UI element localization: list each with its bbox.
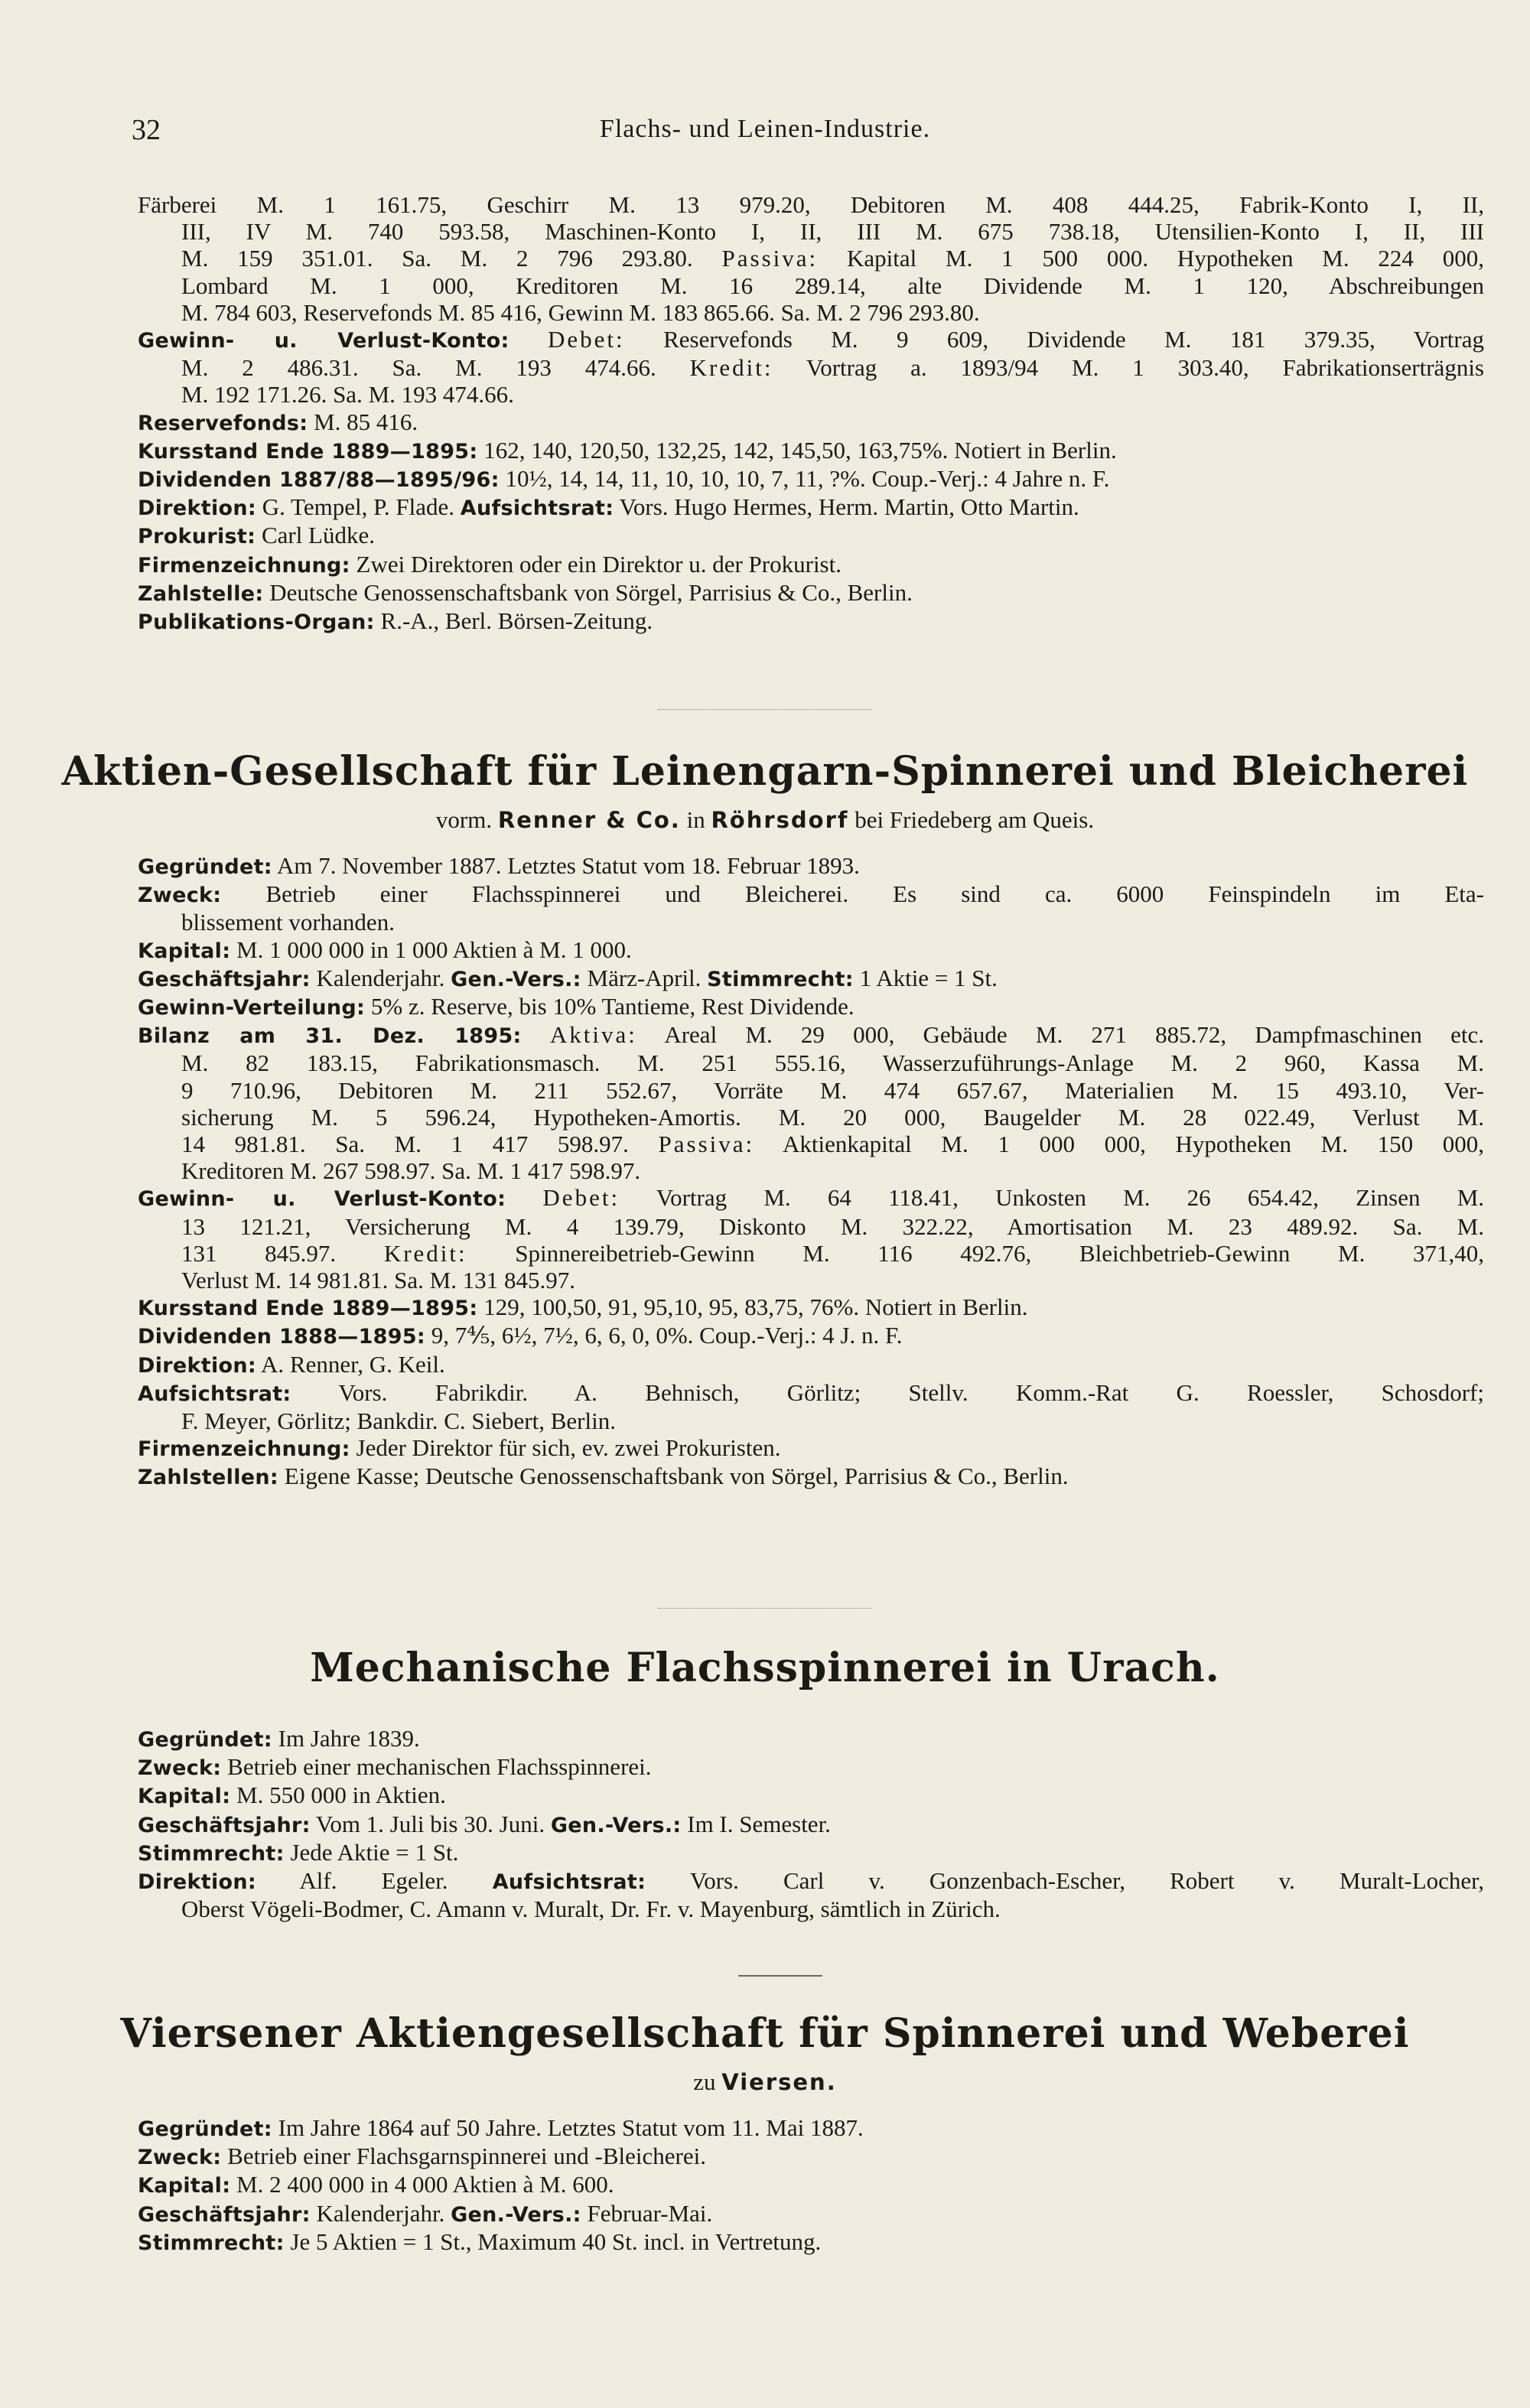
text-line [138,993,1484,1021]
text-run: Aktiva: [549,1021,637,1049]
text-line [138,1434,1484,1463]
text-run: Carl Lüdke. [256,522,376,549]
text-line [138,245,1484,272]
text-run: bei Friedeberg am Queis. [848,806,1095,833]
text-line [138,1184,1484,1212]
field-label: Kapital: [138,939,231,963]
text-run: Im I. Semester. [681,1810,831,1837]
field-label: Publikations-Organ: [138,610,375,635]
text-run: 14 981.81. Sa. M. 1 417 598.97. [181,1131,659,1158]
text-run: G. Tempel, P. Flade. [256,493,461,521]
company-title-viersen: Viersener Aktiengesellschaft für Spinnerei und Weberei [120,2010,1410,2057]
text-line [138,493,1484,522]
text-run: Kreditoren M. 267 598.97. Sa. M. 1 417 598.97. [181,1157,641,1185]
text-line [138,880,1484,909]
text-run: Vortrag a. 1893/94 M. 1 303.40, Fabrikationserträgnis [773,354,1484,382]
text-line [138,551,1484,579]
text-line [138,1379,1484,1407]
text-line [138,852,1484,880]
text-run: 1 Aktie = 1 St. [853,964,998,991]
text-run [506,1184,542,1211]
text-run: Je 5 Aktien = 1 St., Maximum 40 St. incl. in Vertretung. [284,2227,822,2255]
text-run: Debet: [542,1184,620,1212]
text-run: 9, 7⅘, 6½, 7½, 6, 6, 0, 0%. Coup.-Verj.: 4 J. n. F. [425,1322,903,1349]
text-run: Vortrag M. 64 118.41, Unkosten M. 26 654.42, Zinsen M. [620,1184,1485,1212]
field-label: Gewinn- u. Verlust-Konto: [138,1187,506,1212]
text-line [138,1021,1484,1049]
text-run: Areal M. 29 000, Gebäude M. 271 885.72, Dampfmaschinen etc. [636,1021,1485,1049]
field-label: Gen.-Vers.: [451,967,581,991]
field-label: Stimmrecht: [138,2231,285,2255]
text-line [138,1782,1484,1810]
text-run: Jeder Direktor für sich, ev. zwei Prokuristen. [350,1434,781,1462]
text-run: sicherung M. 5 596.24, Hypotheken-Amortis. M. 20 000, Baugelder M. 28 022.49, Verlust M. [181,1103,1484,1131]
text-run: Eigene Kasse; Deutsche Genossenschaftsbank von Sörgel, Parrisius & Co., Berlin. [278,1463,1069,1490]
section-divider [658,709,872,710]
text-run: Betrieb einer Flachsgarnspinnerei und -Bleicherei. [221,2143,706,2170]
running-title: Flachs- und Leinen-Industrie. [599,115,931,143]
field-label: Zahlstellen: [138,1466,279,1490]
text-run: Färberei M. 1 161.75, Geschirr M. 13 979.20, Debitoren M. 408 444.25, Fabrik-Konto I, II, [138,191,1484,218]
field-label: Gegründet: [138,2117,272,2141]
text-line [138,354,1484,381]
text-line [138,1895,1484,1922]
field-label: Prokurist: [138,525,256,549]
text-line [138,965,1484,993]
text-run: Aktienkapital M. 1 000 000, Hypotheken M. 150 000, [754,1131,1484,1158]
text-line [138,1867,1484,1895]
field-label: Direktion: [138,496,256,521]
text-run: R.-A., Berl. Börsen-Zeitung. [374,607,653,635]
text-run: Vors. Fabrikdir. A. Behnisch, Görlitz; Stellv. Komm.-Rat G. Roessler, Schosdorf; [291,1378,1484,1406]
field-label: Aufsichtsrat: [492,1870,646,1895]
field-label: Aufsichtsrat: [460,496,614,521]
text-run: Kalenderjahr. [310,964,451,991]
text-run: 162, 140, 120,50, 132,25, 142, 145,50, 163,75%. Notiert in Berlin. [477,436,1117,464]
text-line [138,1240,1484,1267]
text-run: Deutsche Genossenschaftsbank von Sörgel, Parrisius & Co., Berlin. [263,578,913,606]
text-run: M. 1 000 000 in 1 000 Aktien à M. 1 000. [230,936,632,963]
field-label: Gen.-Vers.: [451,2202,581,2227]
text-run: Jede Aktie = 1 St. [284,1838,459,1866]
field-label: Gegründet: [138,855,272,879]
section-divider [658,1608,872,1609]
section-1-body [138,852,1484,1492]
section-0-body [138,191,1484,636]
text-run: 13 121.21, Versicherung M. 4 139.79, Diskonto M. 322.22, Amortisation M. 23 489.92. Sa. M. [181,1212,1484,1240]
text-run: M. 2 486.31. Sa. M. 193 474.66. [181,354,690,382]
field-label: Kapital: [138,1785,231,1809]
text-line [138,408,1484,437]
text-line [138,1049,1484,1076]
company-title-leinengarn: Aktien-Gesellschaft für Leinengarn-Spinnerei und Bleicherei [61,748,1469,795]
field-label: Kapital: [138,2174,231,2198]
text-run: Kalenderjahr. [310,2199,451,2227]
text-line [138,1839,1484,1867]
text-run: F. Meyer, Görlitz; Bankdir. C. Siebert, Berlin. [181,1407,616,1435]
field-label: Direktion: [138,1353,256,1378]
field-label: Dividenden 1887/88—1895/96: [138,468,500,493]
text-line [138,272,1484,299]
emphasized-name: Viersen. [721,2069,837,2095]
field-label: Geschäftsjahr: [138,1813,311,1837]
text-run: Oberst Vögeli-Bodmer, C. Amann v. Muralt, Dr. Fr. v. Mayenburg, sämtlich in Zürich. [181,1895,1001,1923]
text-run [522,1021,550,1048]
text-line [138,522,1484,550]
text-line [138,1213,1484,1240]
text-line [138,2114,1484,2143]
text-line [138,1267,1484,1293]
field-label: Direktion: [138,1870,256,1895]
emphasized-name: Renner & Co. [497,807,681,833]
text-line [138,218,1484,245]
text-run: M. 85 416. [308,408,418,435]
text-run: Kredit: [689,354,773,382]
field-label: Bilanz am 31. Dez. 1895: [138,1024,522,1049]
page-number: 32 [132,114,161,146]
text-run: Vors. Hugo Hermes, Herm. Martin, Otto Martin. [614,493,1079,521]
field-label: Gen.-Vers.: [550,1813,682,1837]
text-run [509,326,548,353]
field-label: Zweck: [138,883,222,908]
field-label: Kursstand Ende 1889—1895: [138,1297,478,1321]
text-line [138,579,1484,607]
text-run: Debet: [548,326,625,353]
text-line [138,2228,1484,2257]
section-3-body [138,2114,1484,2257]
section-2-body [138,1725,1484,1922]
field-label: Stimmrecht: [707,967,854,991]
text-line [138,1104,1484,1131]
field-label: Aufsichtsrat: [138,1381,291,1406]
text-line [138,2200,1484,2228]
field-label: Geschäftsjahr: [138,2202,311,2227]
text-run: M. 2 400 000 in 4 000 Aktien à M. 600. [230,2171,614,2198]
text-run: Kapital M. 1 500 000. Hypotheken M. 224 000, [818,245,1484,272]
text-run: Passiva: [658,1131,755,1158]
text-line [138,936,1484,965]
text-line [138,1322,1484,1350]
field-label: Zweck: [138,1756,222,1781]
text-run: III, IV M. 740 593.58, Maschinen-Konto I, II, III M. 675 738.18, Utensilien-Konto I, II, III [181,218,1484,246]
text-run: Passiva: [721,245,819,272]
company-subtitle-leinengarn [0,806,1530,834]
section-divider [738,1975,822,1977]
field-label: Firmenzeichnung: [138,1437,350,1462]
text-run: 9 710.96, Debitoren M. 211 552.67, Vorräte M. 474 657.67, Materialien M. 15 493.10, Ver- [181,1076,1484,1104]
text-run: Verlust M. 14 981.81. Sa. M. 131 845.97. [181,1267,575,1294]
field-label: Dividenden 1888—1895: [138,1325,426,1349]
text-run: 129, 100,50, 91, 95,10, 95, 83,75, 76%. Notiert in Berlin. [477,1293,1028,1321]
text-run: Im Jahre 1864 auf 50 Jahre. Letztes Statut vom 11. Mai 1887. [272,2114,864,2141]
company-subtitle-viersen [0,2068,1530,2096]
text-run: Februar-Mai. [581,2199,713,2227]
field-label: Stimmrecht: [138,1841,285,1866]
text-run: 10½, 14, 14, 11, 10, 10, 10, 7, 11, ?%. Coup.-Verj.: 4 Jahre n. F. [499,465,1110,493]
field-label: Gewinn-Verteilung: [138,996,366,1020]
text-line [138,191,1484,218]
field-label: Geschäftsjahr: [138,967,311,991]
text-line [138,1811,1484,1839]
text-line [138,1753,1484,1782]
text-line [138,1293,1484,1322]
text-line [138,1157,1484,1184]
text-line [138,1351,1484,1379]
text-run: Spinnereibetrieb-Gewinn M. 116 492.76, Bleichbetrieb-Gewinn M. 371,40, [467,1239,1484,1267]
text-run: Reservefonds M. 9 609, Dividende M. 181 379.35, Vortrag [624,326,1484,353]
text-run: M. 192 171.26. Sa. M. 193 474.66. [181,381,514,408]
text-run: blissement vorhanden. [181,909,395,936]
text-run: in [680,806,711,833]
text-run: Am 7. November 1887. Letztes Statut vom 18. Februar 1893. [272,852,860,879]
text-run: M. 550 000 in Aktien. [230,1782,446,1809]
text-run: Kredit: [383,1239,467,1267]
text-run: Alf. Egeler. [256,1867,493,1895]
text-line [138,326,1484,354]
field-label: Kursstand Ende 1889—1895: [138,439,478,464]
text-line [138,1463,1484,1491]
text-line [138,2171,1484,2199]
text-run: Im Jahre 1839. [272,1725,420,1752]
field-label: Reservefonds: [138,411,308,435]
text-run: M. 82 183.15, Fabrikationsmasch. M. 251 555.16, Wasserzuführungs-Anlage M. 2 960, Kassa M. [181,1049,1484,1077]
text-run: Betrieb einer Flachsspinnerei und Bleicherei. Es sind ca. 6000 Feinspindeln im Eta- [221,880,1484,908]
text-run: vorm. [435,806,498,833]
text-run: A. Renner, G. Keil. [256,1350,445,1378]
text-run: Lombard M. 1 000, Kreditoren M. 16 289.14, alte Dividende M. 1 120, Abschreibungen [181,272,1484,299]
text-line [138,437,1484,465]
text-line [138,1725,1484,1753]
text-run: M. 159 351.01. Sa. M. 2 796 293.80. [181,245,722,272]
text-run: M. 784 603, Reservefonds M. 85 416, Gewinn M. 183 865.66. Sa. M. 2 796 293.80. [181,298,980,326]
text-run: März-April. [581,964,708,991]
text-line [138,2143,1484,2171]
field-label: Gewinn- u. Verlust-Konto: [138,329,509,353]
field-label: Firmenzeichnung: [138,553,350,578]
text-line [138,299,1484,326]
text-line [138,1077,1484,1104]
text-run: zu [693,2068,722,2095]
emphasized-name: Röhrsdorf [711,807,849,833]
text-line [138,1407,1484,1434]
text-line [138,607,1484,636]
field-label: Gegründet: [138,1728,272,1752]
field-label: Zweck: [138,2146,222,2170]
text-run: Vom 1. Juli bis 30. Juni. [310,1810,551,1837]
text-run: Zwei Direktoren oder ein Direktor u. der Prokurist. [350,550,842,578]
field-label: Zahlstelle: [138,581,264,606]
text-line [138,909,1484,936]
text-run: 131 845.97. [181,1239,384,1267]
text-line [138,465,1484,493]
text-run: 5% z. Reserve, bis 10% Tantieme, Rest Dividende. [365,993,855,1020]
company-title-urach: Mechanische Flachsspinnerei in Urach. [310,1645,1220,1691]
text-line [138,381,1484,408]
text-run: Betrieb einer mechanischen Flachsspinnerei. [221,1753,652,1781]
text-run: Vors. Carl v. Gonzenbach-Escher, Robert v. Muralt-Locher, [646,1867,1484,1895]
running-head [0,113,1530,159]
text-line [138,1131,1484,1157]
